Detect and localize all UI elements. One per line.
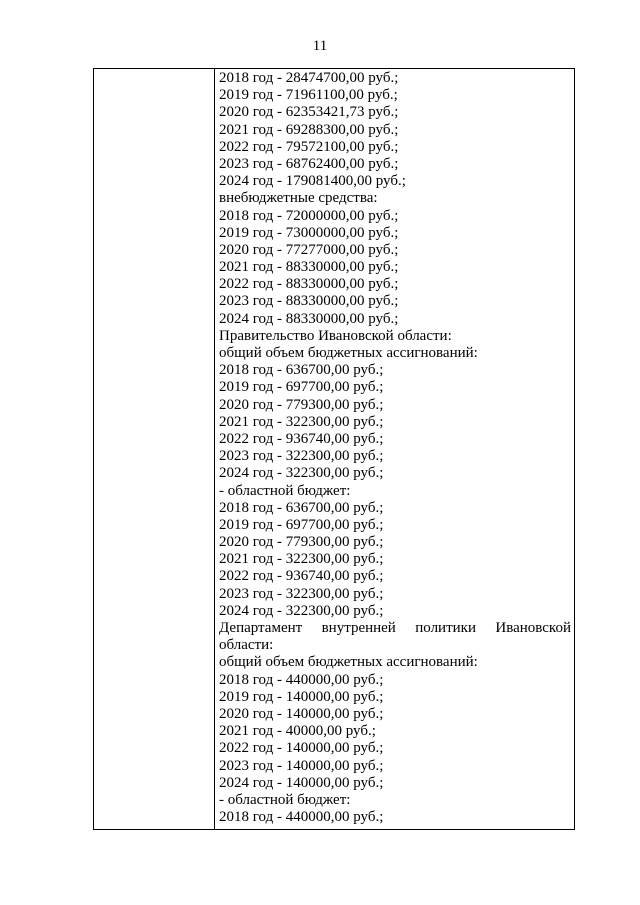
text-line: 2018 год - 28474700,00 руб.;	[219, 70, 399, 86]
text-line: 2019 год - 73000000,00 руб.;	[219, 224, 399, 241]
text-line: 2020 год - 62353421,73 руб.;	[219, 104, 399, 121]
page-number: 11	[312, 38, 328, 54]
text-line: 2024 год - 322300,00 руб.;	[219, 602, 384, 619]
text-line: 2019 год - 697700,00 руб.;	[219, 516, 384, 533]
text-line: 2023 год - 322300,00 руб.;	[219, 585, 384, 602]
text-line: 2023 год - 322300,00 руб.;	[219, 448, 384, 465]
text-line: 2022 год - 140000,00 руб.;	[219, 740, 384, 757]
document-table	[93, 68, 575, 830]
text-line: внебюджетные средства:	[219, 190, 378, 207]
text-line: 2024 год - 140000,00 руб.;	[219, 774, 384, 791]
text-line: 2021 год - 69288300,00 руб.;	[219, 121, 399, 138]
text-line: 2024 год - 322300,00 руб.;	[219, 465, 384, 482]
text-line: 2021 год - 88330000,00 руб.;	[219, 259, 399, 276]
text-line: 2018 год - 440000,00 руб.;	[219, 809, 384, 826]
text-line: 2022 год - 79572100,00 руб.;	[219, 138, 399, 155]
table-left-column	[94, 69, 215, 829]
text-line: 2022 год - 88330000,00 руб.;	[219, 276, 399, 293]
text-line: 2024 год - 179081400,00 руб.;	[219, 173, 406, 190]
text-line: 2023 год - 140000,00 руб.;	[219, 757, 384, 774]
text-line: - областной бюджет:	[219, 791, 351, 808]
text-line: 2020 год - 140000,00 руб.;	[219, 705, 384, 722]
text-line: 2019 год - 71961100,00 руб.;	[219, 87, 398, 104]
text-line: области:	[219, 637, 274, 654]
text-line: 2018 год - 636700,00 руб.;	[219, 499, 384, 516]
text-line: общий объем бюджетных ассигнований:	[219, 654, 478, 671]
table-right-column	[219, 70, 571, 826]
text-line: 2020 год - 779300,00 руб.;	[219, 534, 384, 551]
text-line: 2021 год - 322300,00 руб.;	[219, 413, 384, 430]
text-line: 2023 год - 88330000,00 руб.;	[219, 293, 399, 310]
text-line: 2023 год - 68762400,00 руб.;	[219, 155, 399, 172]
text-line: 2020 год - 779300,00 руб.;	[219, 396, 384, 413]
text-line: 2020 год - 77277000,00 руб.;	[219, 241, 399, 258]
text-line: 2018 год - 72000000,00 руб.;	[219, 207, 399, 224]
text-line: 2018 год - 636700,00 руб.;	[219, 362, 384, 379]
text-line: 2021 год - 322300,00 руб.;	[219, 551, 384, 568]
text-line: - областной бюджет:	[219, 482, 351, 499]
text-line: 2024 год - 88330000,00 руб.;	[219, 310, 399, 327]
text-line: 2021 год - 40000,00 руб.;	[219, 723, 376, 740]
text-line: 2022 год - 936740,00 руб.;	[219, 430, 384, 447]
text-line: 2018 год - 440000,00 руб.;	[219, 671, 384, 688]
text-line: 2019 год - 140000,00 руб.;	[219, 688, 384, 705]
text-line: 2022 год - 936740,00 руб.;	[219, 568, 384, 585]
text-line: Департамент внутренней политики Ивановской	[219, 620, 571, 636]
text-line: общий объем бюджетных ассигнований:	[219, 345, 478, 361]
text-line: 2019 год - 697700,00 руб.;	[219, 379, 384, 396]
text-line: Правительство Ивановской области:	[219, 327, 452, 344]
